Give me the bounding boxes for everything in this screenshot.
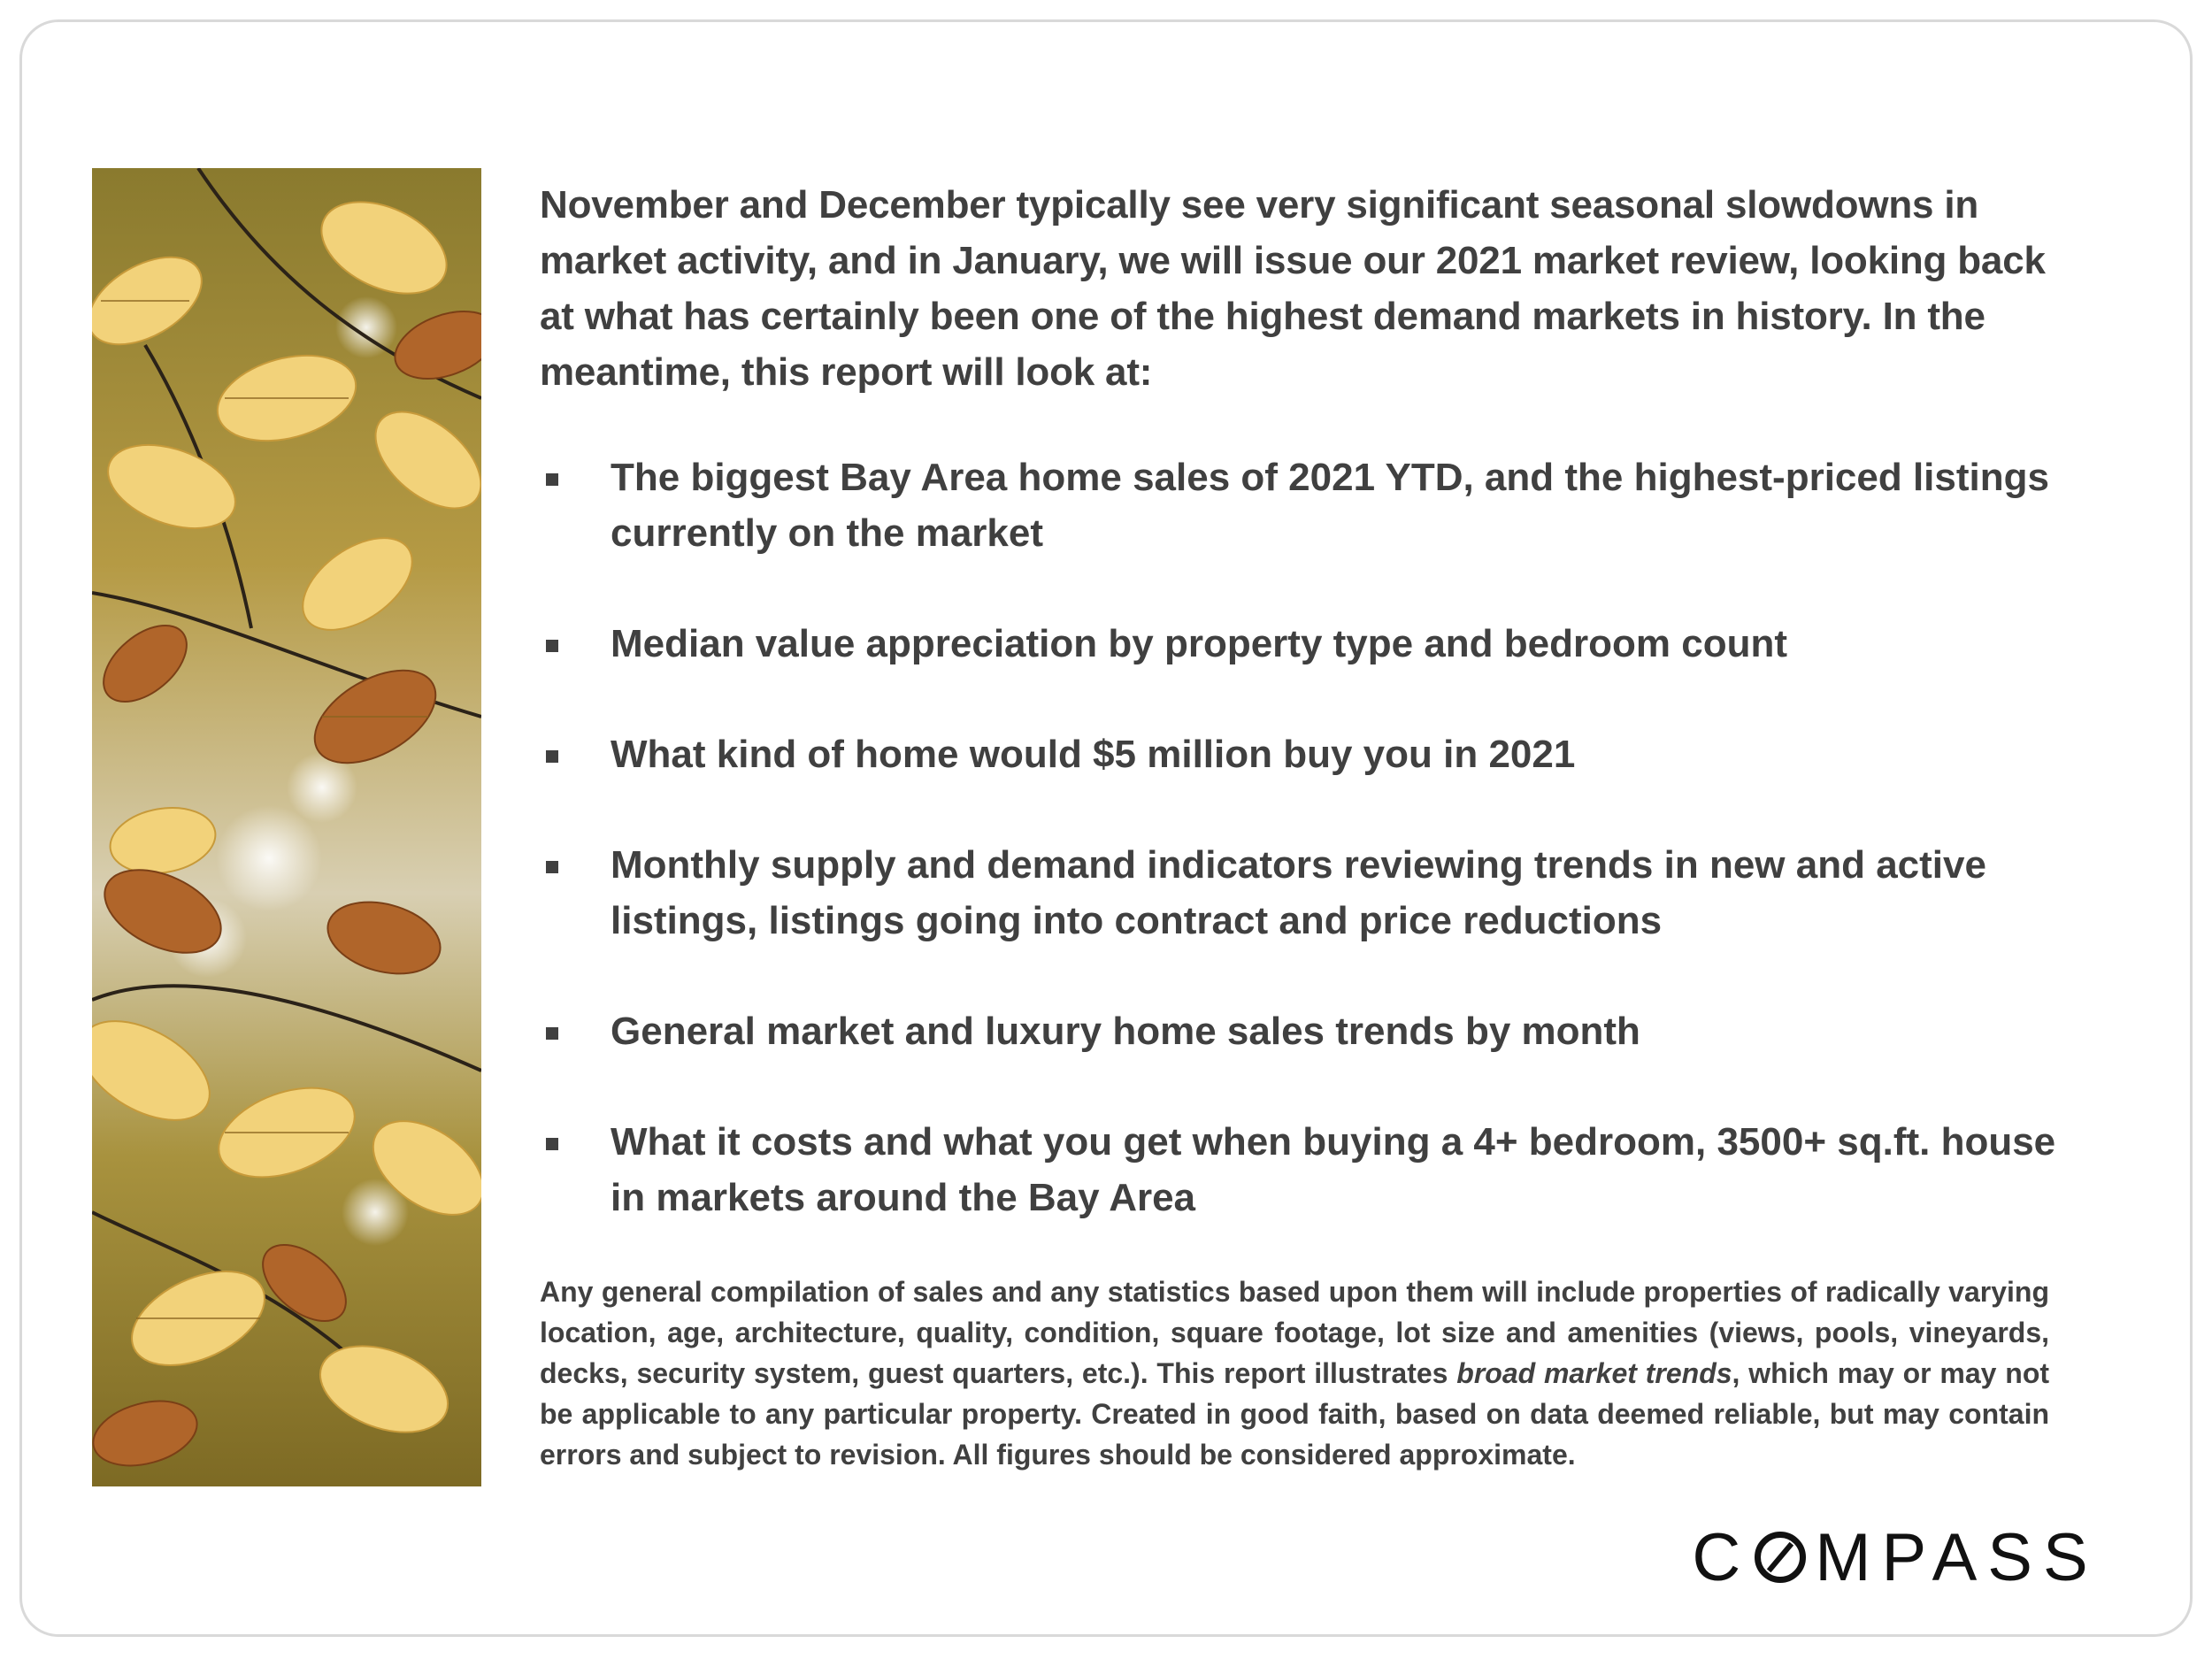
disclaimer-part-1: Any general compilation of sales and any statistics based upon them will include properties of radically varying location, age, architecture, quality, condition, square footage, lot size and amenities (views, pools, vineyards, decks, security system, guest quarters, etc.). This report illustrates xyxy=(540,1276,2049,1389)
square-bullet-icon xyxy=(546,861,558,873)
square-bullet-icon xyxy=(546,1138,558,1150)
topic-text: What kind of home would $5 million buy you in 2021 xyxy=(611,733,1576,776)
disclaimer-text xyxy=(540,1271,2049,1475)
main-content xyxy=(540,177,2062,1280)
topic-text: What it costs and what you get when buying a 4+ bedroom, 3500+ sq.ft. house in markets around the Bay Area xyxy=(611,1120,2056,1219)
autumn-leaves-image xyxy=(92,168,481,1486)
topic-text: General market and luxury home sales trends by month xyxy=(611,1010,1640,1053)
square-bullet-icon xyxy=(546,750,558,763)
intro-paragraph: November and December typically see very significant seasonal slowdowns in market activity, and in January, we will issue our 2021 market review, looking back at what has certainly been one of the highest demand markets in history. In the meantime, this report will look at: xyxy=(540,183,2046,394)
square-bullet-icon xyxy=(546,640,558,652)
topic-item xyxy=(540,616,2062,672)
logo-text-start: C xyxy=(1692,1519,1752,1595)
topic-item xyxy=(540,1003,2062,1059)
logo-text-end: MPASS xyxy=(1815,1519,2099,1595)
square-bullet-icon xyxy=(546,1027,558,1040)
compass-logo xyxy=(1692,1519,2099,1595)
autumn-leaves-photo xyxy=(92,168,481,1486)
topic-item xyxy=(540,726,2062,782)
disclaimer-part-2: , which may or may not be applicable to any particular property. Created in good faith, based on data deemed reliable, but may contain errors and subject to revision. All figures should be considered approximate. xyxy=(540,1357,2050,1471)
topic-text: Monthly supply and demand indicators reviewing trends in new and active listings, listings going into contract and price reductions xyxy=(611,843,1986,942)
disclaimer-emphasis: broad market trends xyxy=(1456,1357,1732,1389)
topic-text: Median value appreciation by property type and bedroom count xyxy=(611,622,1787,665)
square-bullet-icon xyxy=(546,473,558,486)
topic-item xyxy=(540,837,2062,949)
compass-o-icon xyxy=(1755,1532,1806,1583)
topic-item xyxy=(540,1114,2062,1225)
topics-list xyxy=(540,449,2062,1225)
topic-text: The biggest Bay Area home sales of 2021 YTD, and the highest-priced listings currently on the market xyxy=(611,456,2049,555)
topic-item xyxy=(540,449,2062,561)
